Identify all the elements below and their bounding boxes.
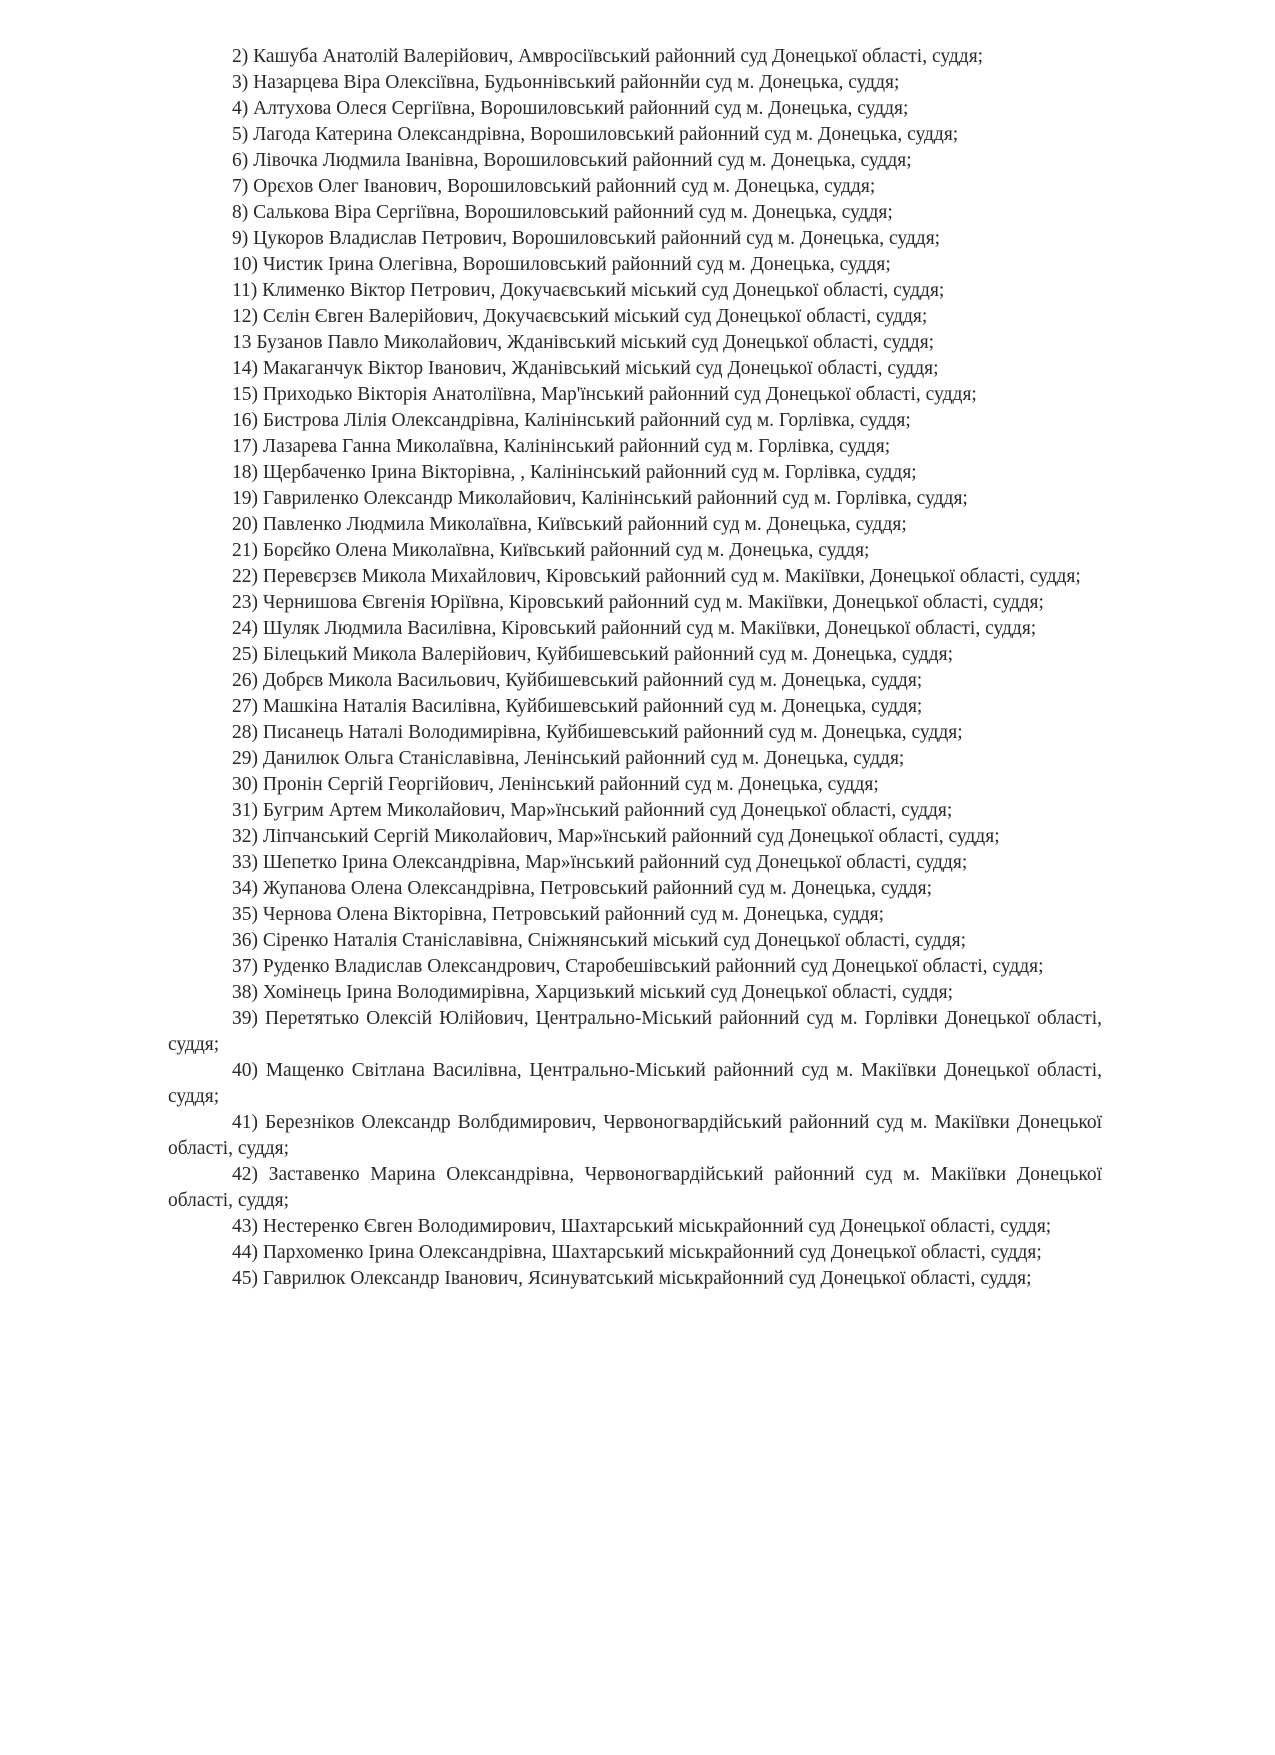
- document-page: [168, 44, 1102, 1292]
- list-item: 41) Березніков Олександр Волбдимирович, Червоногвардійський районний суд м. Макіївки Донецької області, суддя;: [168, 1112, 1102, 1159]
- list-item: 38) Хомінець Ірина Володимирівна, Харцизький міський суд Донецької області, суддя;: [232, 982, 954, 1003]
- list-item: 9) Цукоров Владислав Петрович, Ворошиловський районний суд м. Донецька, суддя;: [232, 228, 941, 249]
- list-item: 36) Сіренко Наталія Станіславівна, Сніжнянський міський суд Донецької області, суддя;: [232, 930, 967, 951]
- list-item: 45) Гаврилюк Олександр Іванович, Ясинуватський міськрайонний суд Донецької області, суддя;: [232, 1268, 1032, 1289]
- list-item: 42) Заставенко Марина Олександрівна, Червоногвардійський районний суд м. Макіївки Донецької області, суддя;: [168, 1164, 1102, 1211]
- list-item: 16) Бистрова Лілія Олександрівна, Калінінський районний суд м. Горлівка, суддя;: [232, 410, 911, 431]
- list-item: 3) Назарцева Віра Олексіївна, Будьоннівський районнйи суд м. Донецька, суддя;: [232, 72, 900, 93]
- list-item: 14) Макаганчук Віктор Іванович, Жданівський міський суд Донецької області, суддя;: [232, 358, 939, 379]
- list-item: 31) Бугрим Артем Миколайович, Мар»їнський районний суд Донецької області, суддя;: [232, 800, 953, 821]
- list-item: 23) Чернишова Євгенія Юріївна, Кіровський районний суд м. Макіївки, Донецької області, суддя;: [232, 592, 1044, 613]
- list-item: 11) Клименко Віктор Петрович, Докучаєвський міський суд Донецької області, суддя;: [232, 280, 945, 301]
- list-item: 25) Білецький Микола Валерійович, Куйбишевський районний суд м. Донецька, суддя;: [232, 644, 954, 665]
- list-item: 10) Чистик Ірина Олегівна, Ворошиловський районний суд м. Донецька, суддя;: [232, 254, 891, 275]
- list-item: 40) Мащенко Світлана Василівна, Центрально-Міський районний суд м. Макіївки Донецької області, суддя;: [168, 1060, 1102, 1107]
- list-item: 37) Руденко Владислав Олександрович, Старобешівський районний суд Донецької області, суддя;: [232, 956, 1044, 977]
- list-item: 2) Кашуба Анатолій Валерійович, Амвросіївський районний суд Донецької області, суддя;: [232, 46, 984, 67]
- list-item: 15) Приходько Вікторія Анатоліївна, Мар'їнський районний суд Донецької області, суддя;: [232, 384, 977, 405]
- list-item: 28) Писанець Наталі Володимирівна, Куйбишевський районний суд м. Донецька, суддя;: [232, 722, 963, 743]
- list-item: 32) Ліпчанський Сергій Миколайович, Мар»їнський районний суд Донецької області, суддя;: [232, 826, 1000, 847]
- list-item: 19) Гавриленко Олександр Миколайович, Калінінський районний суд м. Горлівка, суддя;: [232, 488, 968, 509]
- list-item: 18) Щербаченко Ірина Вікторівна, , Калінінський районний суд м. Горлівка, суддя;: [232, 462, 917, 483]
- list-item: 5) Лагода Катерина Олександрівна, Ворошиловський районний суд м. Донецька, суддя;: [232, 124, 959, 145]
- list-item: 6) Лівочка Людмила Іванівна, Ворошиловський районний суд м. Донецька, суддя;: [232, 150, 912, 171]
- list-item: 21) Борєйко Олена Миколаївна, Київський районний суд м. Донецька, суддя;: [232, 540, 870, 561]
- list-item: 8) Салькова Віра Сергіївна, Ворошиловський районний суд м. Донецька, суддя;: [232, 202, 893, 223]
- list-item: 13 Бузанов Павло Миколайович, Жданівський міський суд Донецької області, суддя;: [232, 332, 935, 353]
- list-item: 39) Перетятько Олексій Юлійович, Центрально-Міський районний суд м. Горлівки Донецької області, суддя;: [168, 1008, 1102, 1055]
- list-item: 17) Лазарева Ганна Миколаївна, Калінінський районний суд м. Горлівка, суддя;: [232, 436, 891, 457]
- list-item: 43) Нестеренко Євген Володимирович, Шахтарський міськрайонний суд Донецької області, суддя;: [232, 1216, 1052, 1237]
- list-item: 35) Чернова Олена Вікторівна, Петровський районний суд м. Донецька, суддя;: [232, 904, 884, 925]
- list-item: 30) Пронін Сергій Георгійович, Ленінський районний суд м. Донецька, суддя;: [232, 774, 879, 795]
- list-item: 20) Павленко Людмила Миколаївна, Київський районний суд м. Донецька, суддя;: [232, 514, 907, 535]
- list-item: 26) Добрєв Микола Васильович, Куйбишевський районний суд м. Донецька, суддя;: [232, 670, 923, 691]
- list-item: 34) Жупанова Олена Олександрівна, Петровський районний суд м. Донецька, суддя;: [232, 878, 932, 899]
- list-item: 7) Орєхов Олег Іванович, Ворошиловський районний суд м. Донецька, суддя;: [232, 176, 876, 197]
- list-item: 24) Шуляк Людмила Василівна, Кіровський районний суд м. Макіївки, Донецької області, суддя;: [232, 618, 1037, 639]
- list-item: 12) Сєлін Євген Валерійович, Докучаєвський міський суд Донецької області, суддя;: [232, 306, 928, 327]
- list-item: 33) Шепетко Ірина Олександрівна, Мар»їнський районний суд Донецької області, суддя;: [232, 852, 968, 873]
- list-item: 44) Пархоменко Ірина Олександрівна, Шахтарський міськрайонний суд Донецької області, суддя;: [232, 1242, 1042, 1263]
- list-item: 27) Машкіна Наталія Василівна, Куйбишевський районний суд м. Донецька, суддя;: [232, 696, 923, 717]
- list-item: 29) Данилюк Ольга Станіславівна, Ленінський районний суд м. Донецька, суддя;: [232, 748, 905, 769]
- list-item: 4) Алтухова Олеся Сергіївна, Ворошиловський районний суд м. Донецька, суддя;: [232, 98, 909, 119]
- list-item: 22) Перевєрзєв Микола Михайлович, Кіровський районний суд м. Макіївки, Донецької області, суддя;: [232, 566, 1081, 587]
